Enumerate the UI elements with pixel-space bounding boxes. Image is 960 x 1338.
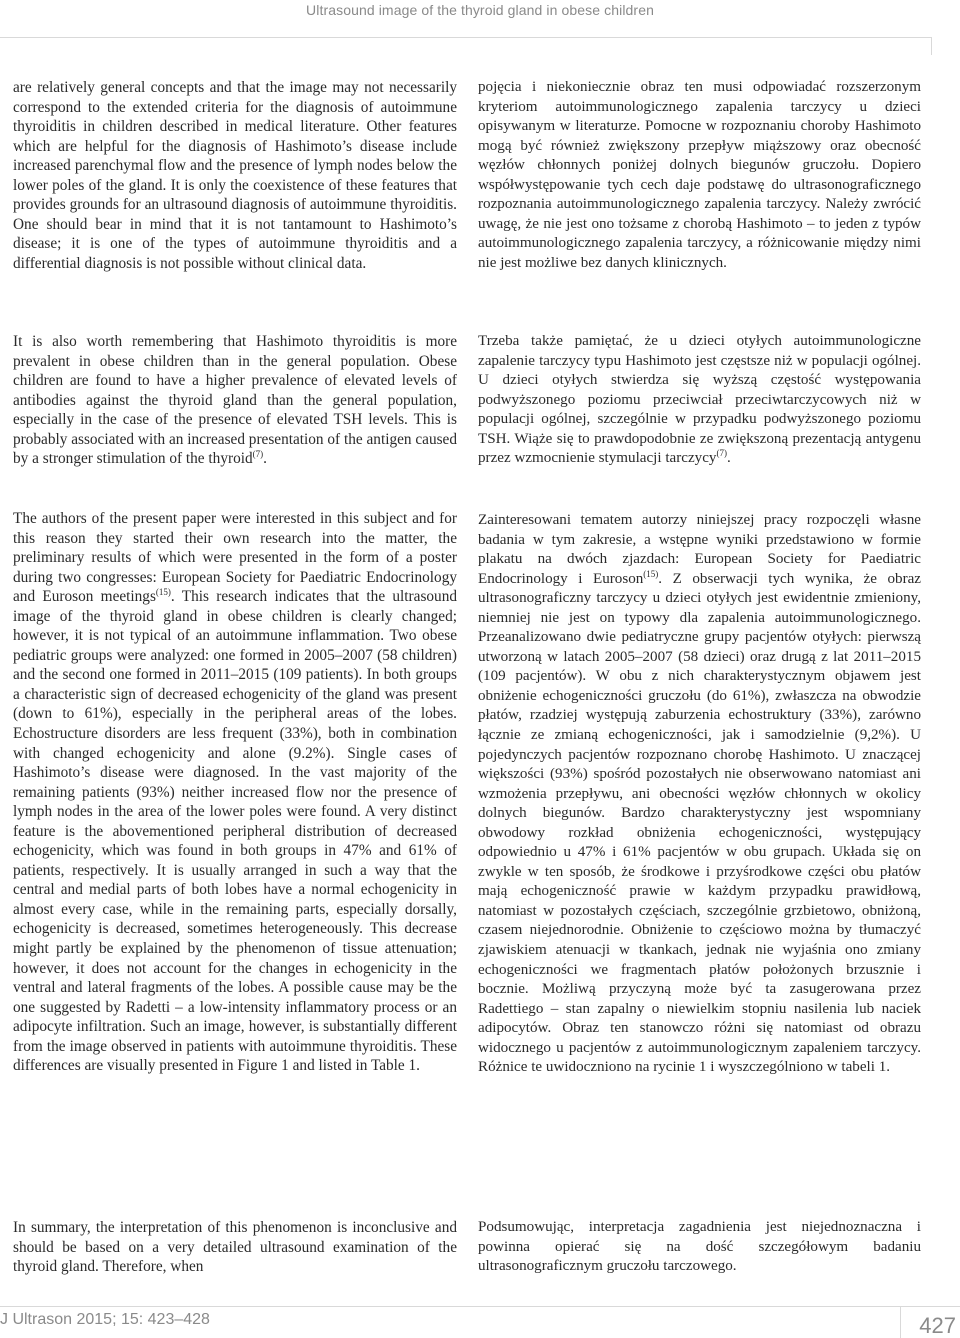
polish-paragraph-2-text: Trzeba także pamiętać, że u dzieci otyłych autoimmunologiczne zapalenie tarczycy typu Hashimoto jest częstsze niż w populacji ogólnej. U dzieci otyłych stwierdza się wyższą częstość występowania podwyższonego poziomu przeciwciał przeciwtarczycowych niż w populacji ogólnej, szczególnie w przypadku podwyższonego poziomu TSH. Wiąże się to prawdopodobnie ze zwiększoną prezentacją antygenu przez wzmocnienie stymulacji tarczycy	[478, 333, 921, 467]
english-paragraph-2	[13, 332, 457, 469]
english-paragraph-3-text-a: The authors of the present paper were interested in this subject and for this reason they started their own research into the matter, the preliminary results of which were presented in the form of a poster during two congresses: European Society for Paediatric Endocrinology and Euroson meetings	[13, 510, 457, 606]
header-divider-corner	[922, 37, 932, 55]
polish-paragraph-3-text-a: Zainteresowani tematem autorzy niniejszej pracy rozpoczęli własne badania w tym zakresie, a wstępne wyniki przedstawiono w formie plakatu na dwóch zjazdach: European Society for Paediatric Endocrinology i Euroson	[478, 512, 921, 587]
page-number: 427	[919, 1313, 956, 1338]
citation-ref-15-pl: (15)	[643, 568, 659, 579]
english-paragraph-4: In summary, the interpretation of this phenomenon is inconclusive and should be based on a very detailed ultrasound examination of the thyroid gland. Therefore, when	[13, 1219, 457, 1276]
footer-divider	[0, 1306, 960, 1307]
english-paragraph-2-end: .	[263, 450, 267, 468]
english-paragraph-3-text-b: . This research indicates that the ultrasound image of the thyroid gland in obese children is clearly changed; however, it is not typical of an autoimmune inflammation. Two obese pediatric groups were analyzed: one formed in 2005–2007 (58 children) and the second one formed in 2011–2015 (109 patients). In both groups a characteristic sign of decreased echogenicity of the gland was present (down to 61%), especially in the peripheral areas of the lobes. Echostructure disorders are less frequent (33%), both in combination with changed echogenicity and alone (9.2%). Single cases of Hashimoto’s disease were diagnosed. In the vast majority of the remaining patients (93%) neither increased flow nor the presence of lymph nodes in the area of the lower poles were found. A very distinct feature is the abovementioned peripheral distribution of decreased echogenicity, which was found in both groups in 47% and 61% of patients, respectively. It is usually arranged in such a way that the central and medial parts of both lobes have a normal echogenicity in almost every case, while in the remaining parts, especially dorsally, echogenicity is decreased, sometimes heterogeneously. This decrease might partly be explained by the phenomenon of tissue attenuation; however, it does not account for the changes in echogenicity in the ventral and lateral fragments of the lobes. A possible cause may be the one suggested by Radetti – a low-intensity inflammatory process or an adipocyte infiltration. Such an image, however, is substantially different from the image observed in patients with autoimmune thyroiditis. These differences are visually presented in Figure 1 and listed in Table 1.	[13, 588, 457, 1075]
footer-page-divider	[900, 1306, 901, 1338]
english-paragraph-2-text: It is also worth remembering that Hashimoto thyroiditis is more prevalent in obese children than in the general population. Obese children are found to have a higher prevalence of elevated levels of antibodies against the thyroid gland than the general population, especially in the case of the presence of elevated TSH levels. This is probably associated with an increased presentation of the antigen caused by a stronger stimulation of the thyroid	[13, 333, 457, 468]
polish-paragraph-3	[478, 511, 921, 1078]
citation-ref-15: (15)	[155, 587, 171, 598]
english-paragraph-3	[13, 509, 457, 1076]
running-title: Ultrasound image of the thyroid gland in obese children	[306, 2, 654, 18]
polish-paragraph-2-end: .	[726, 450, 731, 467]
polish-paragraph-4: Podsumowując, interpretacja zagadnienia jest niejednoznaczna i powinna opierać się na dość szczegółowym badaniu ultrasonograficznym gruczołu tarczowego.	[478, 1219, 921, 1275]
polish-paragraph-1: pojęcia i niekoniecznie obraz ten musi odpowiadać rozszerzonym kryteriom autoimmunologicznego zapalenia tarczycy u dzieci opisywanym w literaturze. Pomocne w rozpoznaniu choroby Hashimoto mogą być również zwiększony przepływ miąższowy oraz obecność węzłów chłonnych poniżej dolnych biegunów gruczołu. Dopiero współwystępowanie tych cech daje podstawę do ultrasonograficznego rozpoznania autoimmunologicznego zapalenia tarczycy. Należy zwrócić uwagę, że nie jest ono tożsame z chorobą Hashimoto – to jeden z typów autoimmunologicznego zapalenia tarczycy, a różnicowanie między nimi nie jest możliwe bez danych klinicznych.	[478, 79, 921, 271]
header-divider	[0, 37, 922, 38]
journal-citation: J Ultrason 2015; 15: 423–428	[0, 1311, 210, 1328]
citation-ref-7: (7)	[252, 449, 264, 460]
english-paragraph-1: are relatively general concepts and that the image may not necessarily correspond to the extended criteria for the diagnosis of autoimmune thyroiditis in children described in medical literature. Other features which are helpful for the diagnosis of Hashimoto’s disease include increased parenchymal flow and the presence of lymph nodes below the lower poles of the gland. It is only the coexistence of these features that provides grounds for an ultrasound diagnosis of autoimmune thyroiditis. One should bear in mind that it is not tantamount to Hashimoto’s disease; it is one of the types of autoimmune thyroiditis and a differential diagnosis is not possible without clinical data.	[13, 79, 457, 272]
polish-paragraph-2	[478, 332, 921, 469]
citation-ref-7-pl: (7)	[716, 448, 727, 459]
polish-paragraph-3-text-b: . Z obserwacji tych wynika, że obraz ultrasonograficzny tarczycy u dzieci otyłych jest ewidentnie zmieniony, niemniej nie jest on typowy dla zapalenia autoimmunologicznego. Przeanalizowano dwie pediatryczne grupy pacjentów otyłych: pierwszą utworzoną w latach 2005–2007 (58 dzieci) oraz drugą z lat 2011–2015 (109 pacjentów). W obu z nich charakterystycznym objawem jest obniżenie echogeniczności gruczołu (do 61%), zwłaszcza na obwodzie płatów, rzadziej występują zaburzenia echostruktury (33%), zarówno łącznie ze zmianą echogeniczności, jak i samodzielnie (9,2%). U pojedynczych pacjentów rozpoznano chorobę Hashimoto. U znaczącej większości (93%) spośród pozostałych nie obserwowano natomiast ani wzmożenia przepływu, ani obecności węzłów chłonnych w okolicy dolnych biegunów. Bardzo charakterystyczny jest wspomniany obwodowy rozkład obniżenia echogeniczności, występujący odpowiednio u 47% i 61% pacjentów w obu grupach. Układa się on zwykle w ten sposób, że środkowe i przyśrodkowe części obu płatów mają echogeniczność prawie w każdym przypadku prawidłową, natomiast w pozostałych częściach, szczególnie grzbietowo, obniżoną, czasem niejednorodnie. Obniżenie to częściowo można by tłumaczyć zjawiskiem atenuacji w tkankach, jednak nie wyjaśnia ono zmiany echogeniczności we fragmentach płatów położonych brzusznie i bocznie. Możliwą przyczyną może być ta zasugerowana przez Radettiego – stan zapalny o niewielkim stopniu nasilenia lub naciek adipocytów. Obraz ten stanowczo różni się natomiast od obrazu widocznego u pacjentów z autoimmunologicznym zapaleniem tarczycy. Różnice te uwidoczniono na rycinie 1 i wyszczególniono w tabeli 1.	[478, 570, 922, 1076]
